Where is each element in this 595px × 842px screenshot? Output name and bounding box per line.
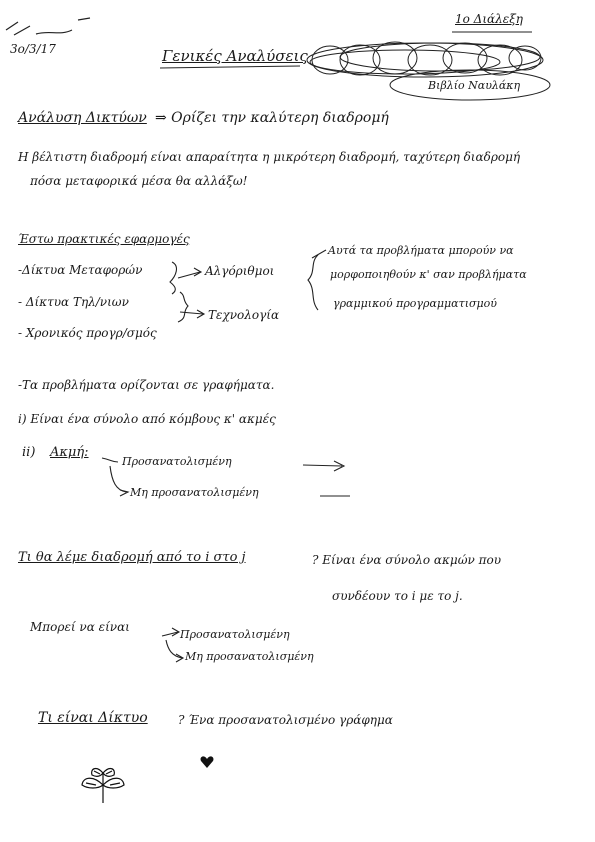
page-title: Γενικές Αναλύσεις (162, 47, 308, 65)
plant-icon (78, 755, 128, 805)
application-item: - Δίκτυα Τηλ/νιων (18, 295, 129, 309)
oriented-route-label: Προσανατολισμένη (180, 628, 290, 641)
date: 3ο/3/17 (10, 42, 56, 56)
pen-scribble-icon (6, 18, 90, 35)
optimal-route-line2: πόσα μεταφορικά μέσα θα αλλάξω! (30, 174, 248, 188)
unoriented-route-label: Μη προσανατολισμένη (185, 650, 314, 663)
network-answer: ? Ένα προσανατολισμένο γράφημα (178, 713, 393, 727)
network-analysis-definition: ⇒ Ορίζει την καλύτερη διαδρομή (155, 110, 389, 126)
network-question: Τι είναι Δίκτυο (38, 710, 148, 726)
heading-practical-applications: Έστω πρακτικές εφαρμογές (18, 232, 190, 246)
route-question: Τι θα λέμε διαδρομή από το i στο j (18, 550, 246, 565)
technology-label: Τεχνολογία (208, 308, 280, 322)
route-answer-line1: ? Είναι ένα σύνολο ακμών που (312, 553, 502, 567)
lp-note-line: γραμμικού προγραμματισμού (333, 297, 497, 310)
can-be-label: Μπορεί να είναι (30, 620, 130, 634)
edge-prefix: ii) (22, 445, 36, 460)
route-answer-line2: συνδέουν το i με το j. (332, 589, 463, 603)
application-item: - Χρονικός προγρ/σμός (18, 326, 157, 340)
unoriented-edge-label: Μη προσανατολισμένη (130, 486, 259, 499)
lp-note-line: μορφοποιηθούν κ' σαν προβλήματα (330, 268, 527, 281)
graphs-line: -Τα προβλήματα ορίζονται σε γραφήματα. (18, 378, 275, 392)
book-reference: Βιβλίο Ναυλάκη (428, 79, 521, 92)
application-item: -Δίκτυα Μεταφορών (18, 263, 143, 277)
optimal-route-line1: Η βέλτιστη διαδρομή είναι απαραίτητα η μικρότερη διαδρομή, ταχύτερη διαδρομή (18, 150, 521, 164)
oriented-edge-label: Προσανατολισμένη (122, 455, 232, 468)
heading-network-analysis: Ανάλυση Δικτύων (18, 110, 147, 126)
heart-icon (200, 755, 214, 769)
lp-note-line: Αυτά τα προβλήματα μπορούν να (328, 244, 514, 257)
algorithms-label: Αλγόριθμοι (205, 264, 275, 278)
edge-label: Ακμή: (50, 445, 89, 460)
nodes-edges-line: i) Είναι ένα σύνολο από κόμβους κ' ακμές (18, 412, 276, 426)
lecture-number: 1ο Διάλεξη (455, 12, 523, 26)
